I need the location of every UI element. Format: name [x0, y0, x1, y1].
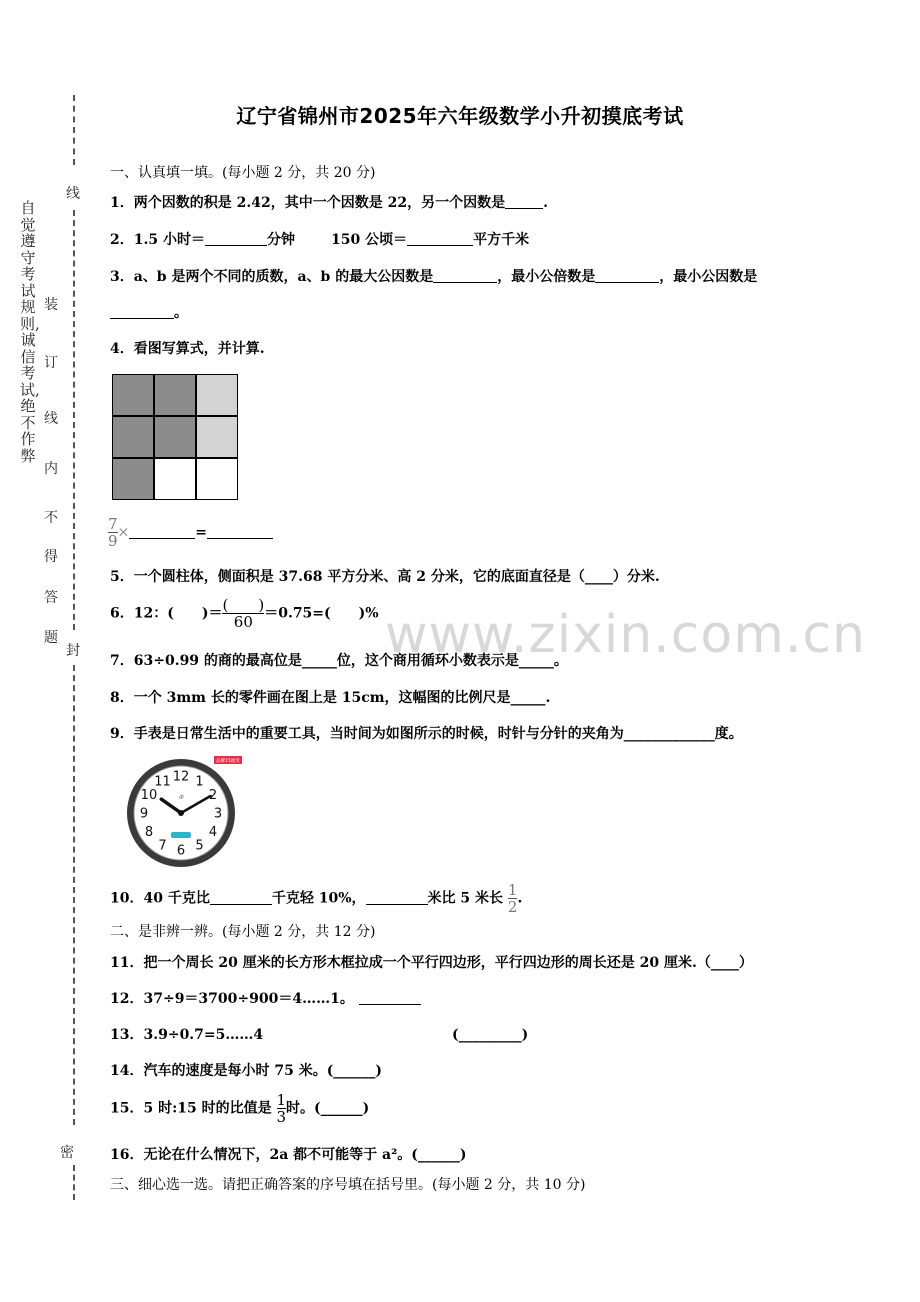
watermark: www.zixin.com.cn — [385, 605, 866, 665]
grid-cell — [112, 416, 154, 458]
question-4-formula — [108, 516, 273, 549]
grid-cell — [196, 416, 238, 458]
question-text: 时。(______) — [286, 1100, 370, 1117]
binding-char: 答 — [44, 590, 58, 606]
grid-cell — [154, 374, 196, 416]
question-text: 千克轻 10%， — [271, 890, 366, 907]
question-11: 11．把一个周长 20 厘米的长方形木框拉成一个平行四边形，平行四边形的周长还是 20 厘米.（____） — [110, 955, 753, 971]
question-4: 4．看图写算式，并计算. — [110, 341, 265, 357]
binding-label-line: 线 — [66, 186, 80, 202]
question-text: 3．a、b 是两个不同的质数，a、b 的最大公因数是 — [110, 269, 434, 285]
denominator: 60 — [233, 613, 253, 631]
clock-number: 7 — [158, 838, 167, 854]
numerator: 7 — [108, 515, 118, 533]
question-10 — [110, 882, 522, 915]
binding-char: 题 — [44, 630, 58, 646]
binding-char: 不 — [44, 510, 58, 526]
question-5: 5．一个圆柱体，侧面积是 37.68 平方分米、高 2 分米，它的底面直径是（____）分米. — [110, 569, 660, 585]
grid-cell — [196, 374, 238, 416]
answer-blank[interactable] — [110, 304, 174, 319]
answer-blank[interactable] — [205, 231, 267, 246]
grid-cell — [154, 458, 196, 500]
clock-number: 1 — [195, 774, 204, 790]
exam-notice-vertical: 自觉遵守考试规则,诚信考试,绝不作弊 — [20, 199, 40, 465]
question-text: 6．12：( )＝ — [110, 605, 223, 622]
clock-badge-text: 品牌15厘米 — [216, 759, 240, 764]
clock-logo-badge — [171, 832, 191, 838]
denominator: 3 — [276, 1108, 287, 1126]
binding-line-mid — [73, 210, 75, 630]
question-13 — [110, 1024, 263, 1046]
binding-char: 线 — [44, 411, 58, 427]
question-text: ，最小公因数是 — [659, 269, 758, 285]
answer-blank[interactable] — [359, 990, 421, 1005]
question-text: 13．3.9÷0.7=5……4 — [110, 1027, 264, 1043]
binding-line-lower — [73, 665, 75, 1125]
times-sign: × — [117, 524, 130, 541]
question-text: 150 公顷＝ — [330, 232, 408, 248]
question-text: 2．1.5 小时＝ — [110, 232, 205, 248]
section-heading-2: 二、是非辨一辨。(每小题 2 分，共 12 分) — [110, 924, 376, 940]
question-7: 7．63÷0.99 的商的最高位是_____位，这个商用循环小数表示是_____。 — [110, 653, 568, 669]
equals-sign: = — [195, 524, 208, 541]
answer-blank[interactable] — [407, 231, 473, 246]
question-12 — [110, 988, 421, 1010]
binding-char: 得 — [44, 549, 58, 565]
question-text: 平方千米 — [473, 232, 530, 248]
grid-cell — [112, 374, 154, 416]
question-text: . — [517, 890, 523, 907]
question-14: 14．汽车的速度是每小时 75 米。(______) — [110, 1063, 382, 1079]
numerator: 1 — [507, 881, 518, 899]
binding-line-bottom — [73, 1165, 75, 1200]
question-16: 16．无论在什么情况下，2a 都不可能等于 a²。(______) — [110, 1147, 467, 1163]
grid-cell — [154, 416, 196, 458]
numerator: 1 — [276, 1091, 287, 1109]
fraction — [277, 1092, 287, 1125]
clock-logo: ♔ — [178, 794, 184, 801]
question-2 — [110, 229, 529, 251]
page-title: 辽宁省锦州市2025年六年级数学小升初摸底考试 — [236, 104, 684, 128]
question-text: 。 — [174, 305, 188, 321]
section-heading-1: 一、认真填一填。(每小题 2 分，共 20 分) — [110, 165, 376, 181]
clock-number: 12 — [172, 769, 190, 785]
question-text: 1．两个因数的积是 2.42，其中一个因数是 22，另一个因数是 — [110, 195, 506, 211]
denominator: 9 — [108, 532, 118, 550]
numerator: ( ) — [222, 596, 265, 614]
question-9: 9．手表是日常生活中的重要工具，当时间为如图所示的时候，时针与分针的夹角为_____________度。 — [110, 726, 743, 742]
binding-label-secret: 密 — [60, 1145, 74, 1161]
question-13-answer[interactable]: (_________) — [452, 1027, 529, 1043]
answer-blank[interactable] — [129, 524, 195, 539]
grid-cell — [112, 458, 154, 500]
question-text: 15．5 时:15 时的比值是 — [110, 1100, 272, 1117]
question-text: ＝0.75=( )% — [264, 605, 379, 622]
clock-number: 2 — [208, 788, 218, 803]
question-3 — [110, 266, 757, 288]
answer-blank[interactable] — [433, 268, 497, 283]
question-text: 分钟 — [266, 232, 295, 248]
question-text: 10．40 千克比 — [110, 890, 210, 907]
fraction — [222, 597, 264, 630]
question-text: 12．37÷9＝3700÷900＝4……1。 — [110, 991, 354, 1007]
question-1: 1．两个因数的积是 2.42，其中一个因数是 22，另一个因数是 . — [110, 195, 548, 211]
wall-clock-image — [124, 756, 242, 868]
clock-number: 4 — [208, 825, 218, 840]
answer-blank[interactable] — [595, 268, 659, 283]
fraction — [108, 516, 118, 549]
question-8: 8．一个 3mm 长的零件画在图上是 15cm，这幅图的比例尺是_____. — [110, 690, 551, 706]
answer-blank[interactable] — [207, 524, 273, 539]
clock-number: 11 — [154, 774, 171, 790]
question-text: ，最小公倍数是 — [497, 269, 596, 285]
clock-number: 10 — [140, 788, 158, 803]
clock-number: 9 — [139, 806, 149, 822]
answer-blank[interactable] — [505, 194, 543, 209]
binding-label-seal: 封 — [66, 643, 80, 659]
clock-number: 6 — [176, 843, 186, 859]
question-3-cont — [110, 302, 188, 324]
clock-number: 8 — [144, 825, 154, 840]
fraction — [508, 882, 518, 915]
section-heading-3: 三、细心选一选。请把正确答案的序号填在括号里。(每小题 2 分，共 10 分) — [110, 1177, 586, 1193]
question-6 — [110, 597, 379, 630]
answer-blank[interactable] — [366, 890, 428, 905]
clock-number: 3 — [213, 806, 223, 822]
question-15 — [110, 1092, 369, 1125]
binding-char: 装 — [44, 297, 58, 313]
question-text: 米比 5 米长 — [427, 890, 504, 907]
answer-blank[interactable] — [210, 890, 272, 905]
clock-center-pin — [178, 810, 184, 816]
denominator: 2 — [507, 898, 518, 916]
grid-cell — [196, 458, 238, 500]
binding-char: 订 — [44, 355, 58, 371]
clock-number: 5 — [195, 838, 204, 854]
binding-char: 内 — [44, 461, 58, 477]
